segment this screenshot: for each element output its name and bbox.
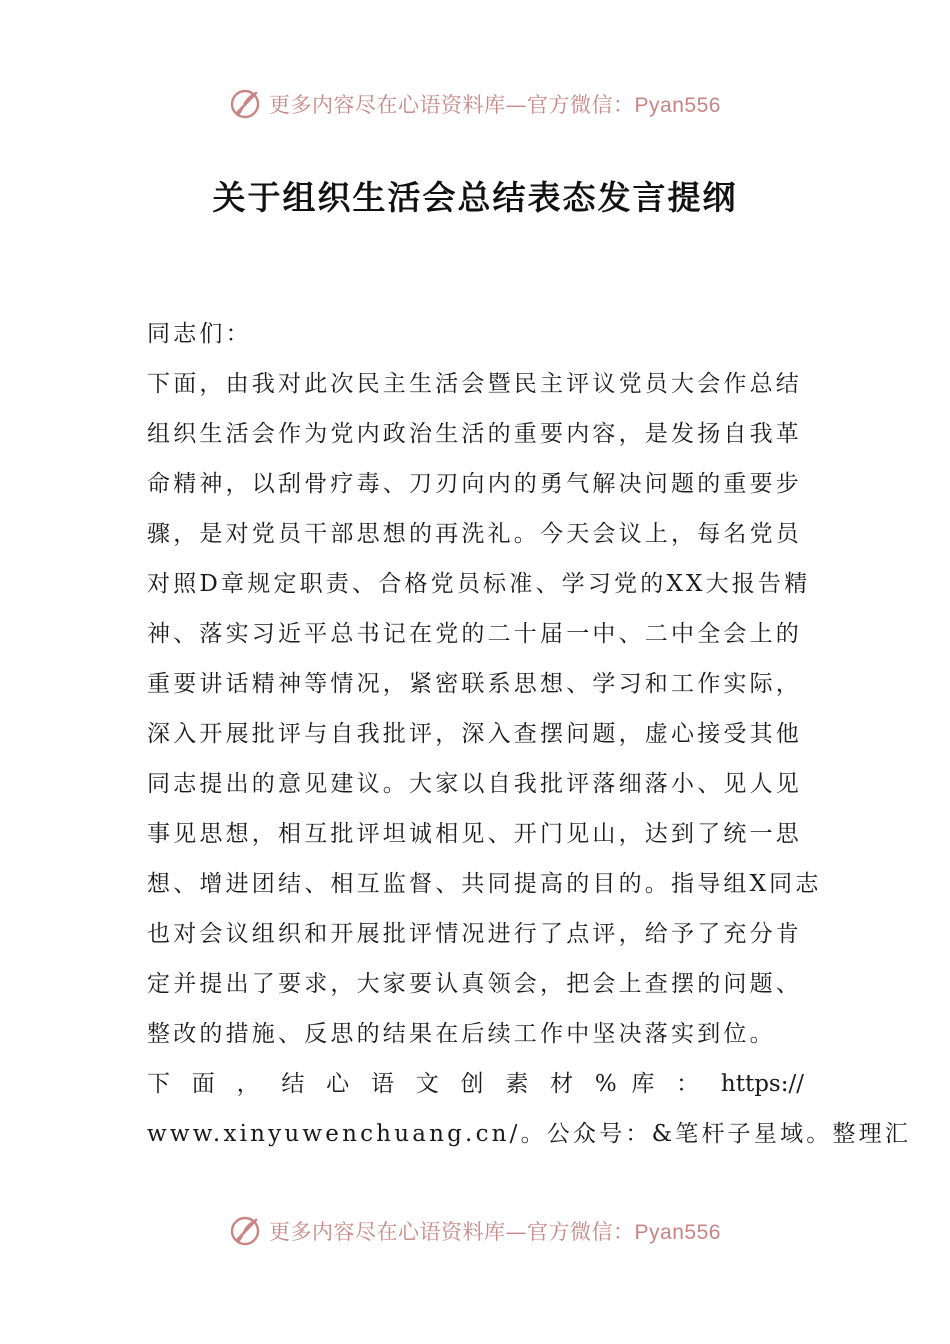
watermark-text: 更多内容尽在心语资料库—官方微信：Pyan556 <box>269 93 721 117</box>
watermark-text: 更多内容尽在心语资料库—官方微信：Pyan556 <box>269 1220 721 1244</box>
body-line-4: 命精神，以刮骨疗毒、刀刃向内的勇气解决问题的重要步 <box>147 471 802 497</box>
body-line-11: 事见思想，相互批评坦诚相见、开门见山，达到了统一思 <box>147 821 802 847</box>
quill-logo-icon <box>229 87 263 121</box>
body-line-3: 组织生活会作为党内政治生活的重要内容，是发扬自我革 <box>147 421 802 447</box>
watermark-footer <box>0 1211 950 1251</box>
body-line-5: 骤，是对党员干部思想的再洗礼。今天会议上，每名党员 <box>147 521 802 547</box>
body-line-8: 重要讲话精神等情况，紧密联系思想、学习和工作实际， <box>147 671 802 697</box>
body-line-17: www.xinyuwenchuang.cn/。公众号：&笔杆子星域。整理汇 <box>147 1121 912 1147</box>
document-title: 关于组织生活会总结表态发言提纲 <box>212 178 738 217</box>
body-line-10: 同志提出的意见建议。大家以自我批评落细落小、见人见 <box>147 771 802 797</box>
body-line-16: 下 面 ， 结 心 语 文 创 素 材 % 库 ： https:// <box>147 1071 804 1097</box>
body-line-7: 神、落实习近平总书记在党的二十届一中、二中全会上的 <box>147 621 802 647</box>
body-line-14: 定并提出了要求，大家要认真领会，把会上查摆的问题、 <box>147 971 802 997</box>
watermark-wechat-id: Pyan556 <box>634 1221 721 1244</box>
body-line-6: 对照D章规定职责、合格党员标准、学习党的XX大报告精 <box>147 571 811 597</box>
document-body <box>147 309 912 1159</box>
quill-logo-icon <box>229 1214 263 1248</box>
body-line-1: 同志们： <box>147 321 252 347</box>
watermark-wechat-id: Pyan556 <box>634 94 721 117</box>
body-line-13: 也对会议组织和开展批评情况进行了点评，给予了充分肯 <box>147 921 802 947</box>
body-line-12: 想、增进团结、相互监督、共同提高的目的。指导组X同志 <box>147 871 822 897</box>
body-line-15: 整改的措施、反思的结果在后续工作中坚决落实到位。 <box>147 1021 776 1047</box>
body-line-9: 深入开展批评与自我批评，深入查摆问题，虚心接受其他 <box>147 721 802 747</box>
watermark-header <box>0 84 950 124</box>
body-line-2: 下面，由我对此次民主生活会暨民主评议党员大会作总结 <box>147 371 802 397</box>
